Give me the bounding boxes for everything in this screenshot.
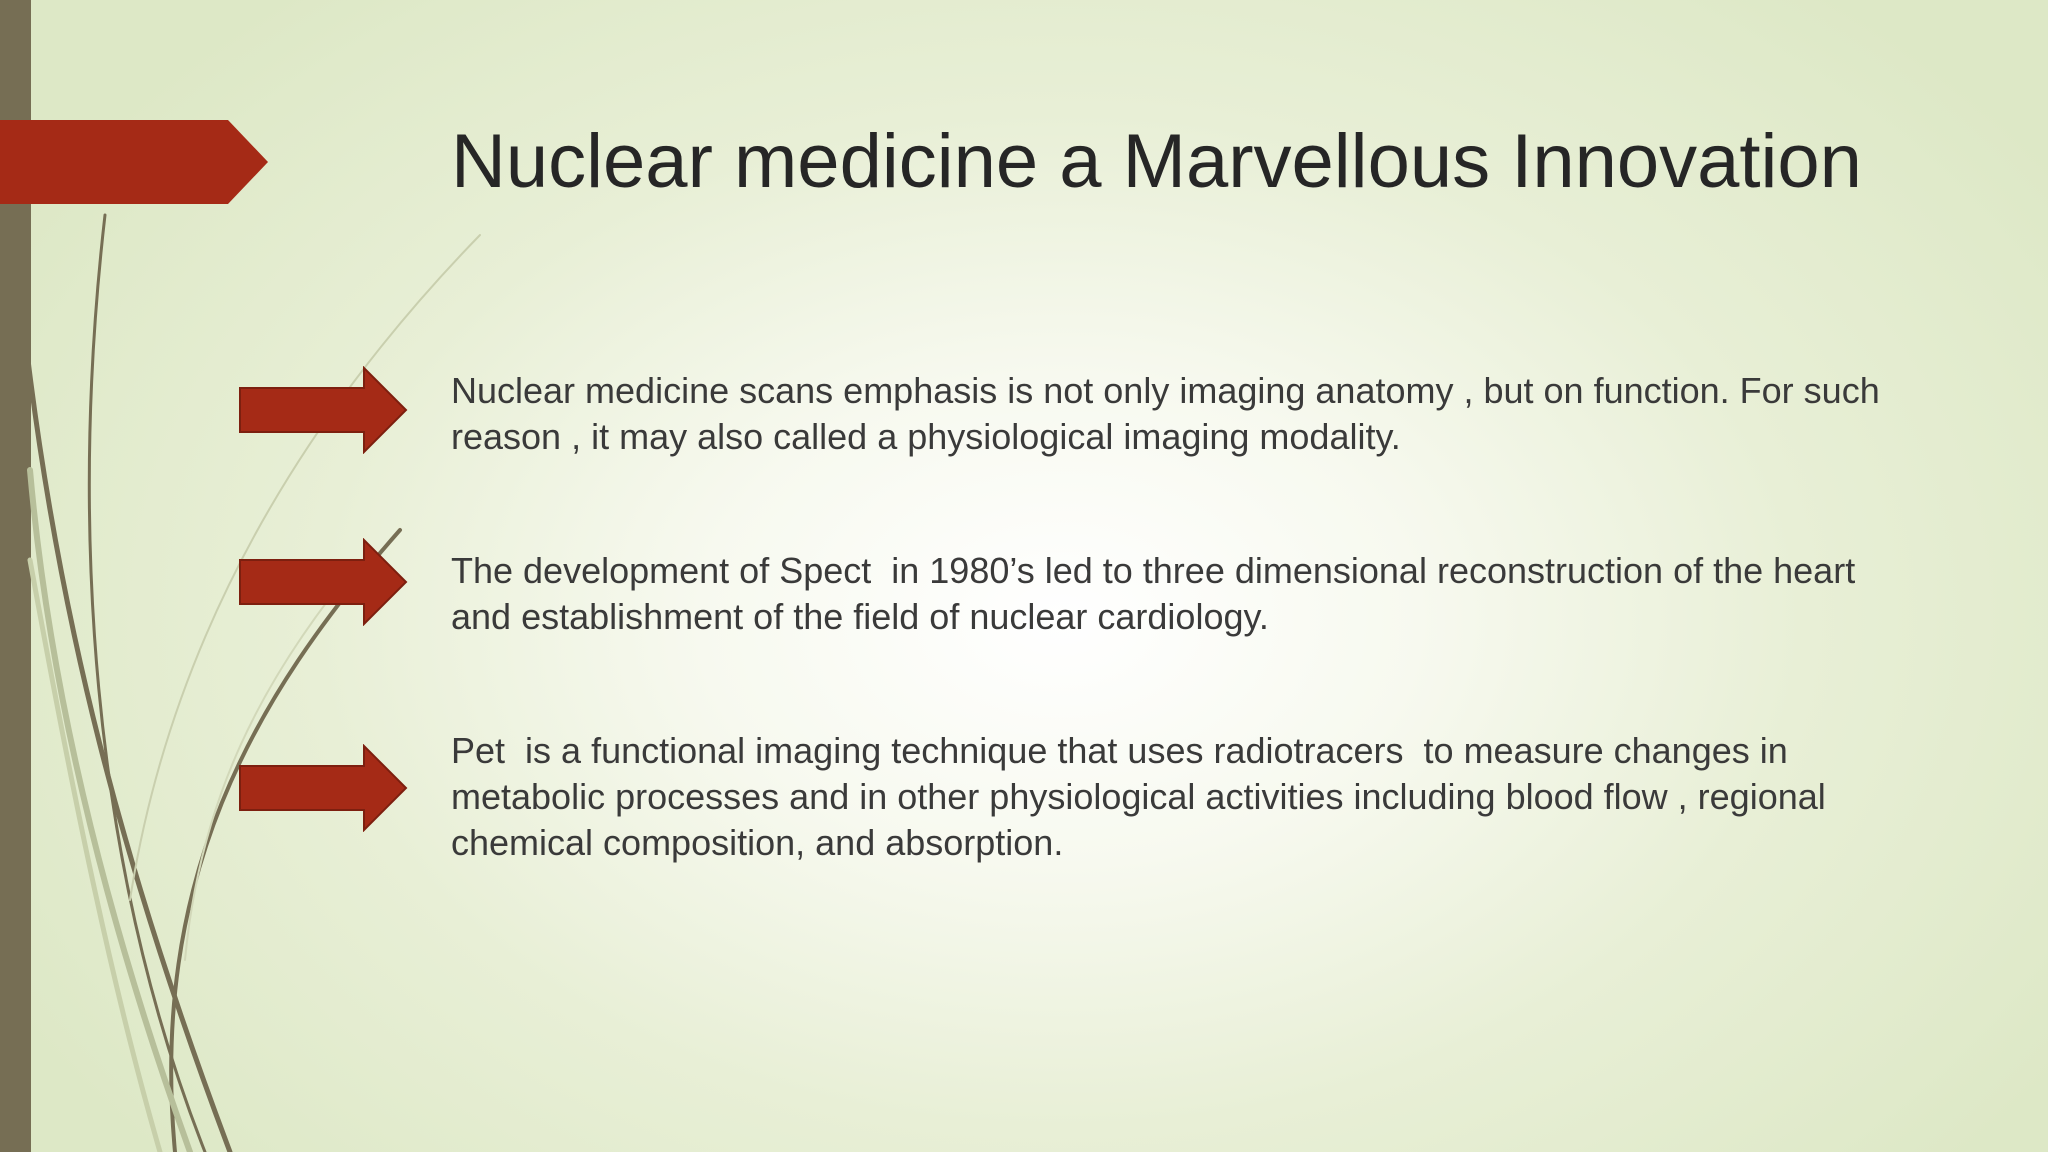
bullet-text: The development of Spect in 1980’s led to three dimensional reconstruction of the heart and establishment of the field of nuclear cardiology. bbox=[451, 550, 1866, 637]
right-arrow-icon bbox=[238, 744, 408, 832]
slide-title: Nuclear medicine a Marvellous Innovation bbox=[451, 119, 1862, 204]
title-flag-icon bbox=[0, 120, 268, 204]
bullet-text: Nuclear medicine scans emphasis is not only imaging anatomy , but on function. For such reason , it may also called a physiological imaging modality. bbox=[451, 370, 1890, 457]
right-arrow-icon bbox=[238, 538, 408, 626]
bullet-text: Pet is a functional imaging technique that uses radiotracers to measure changes in metabolic processes and in other physiological activities including blood flow , regional chemical composition, and absorption. bbox=[451, 730, 1836, 863]
right-arrow-icon bbox=[238, 366, 408, 454]
